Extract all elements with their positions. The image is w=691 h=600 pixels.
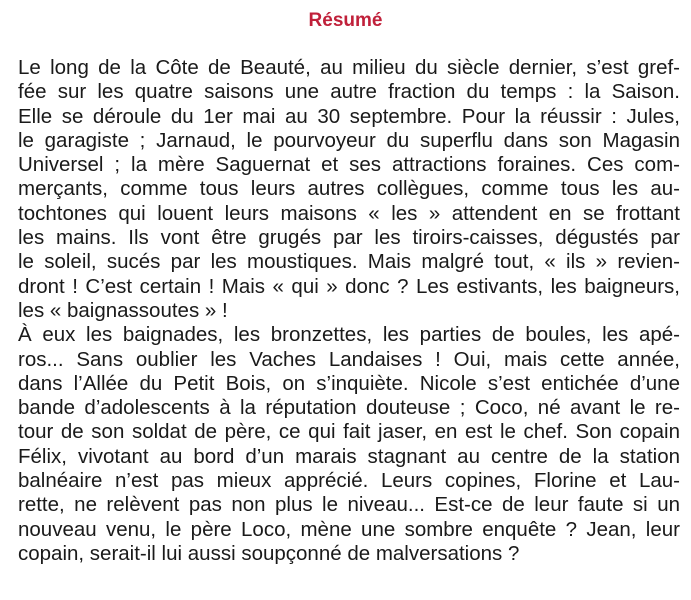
text-line: les mains. Ils vont être grugés par les tiroirs-caisses, dégustés par xyxy=(18,226,680,250)
text-line: ros... Sans oublier les Vaches Landaises ! Oui, mais cette année, xyxy=(18,347,680,371)
text-line: Félix, vivotant au bord d’un marais stagnant au centre de la station xyxy=(18,444,680,468)
text-line: Universel ; la mère Saguernat et ses attractions foraines. Ces com- xyxy=(18,153,680,177)
summary-title: Résumé xyxy=(308,10,383,31)
paragraph-1 xyxy=(18,56,680,323)
text-line: dans l’Allée du Petit Bois, on s’inquiète. Nicole s’est entichée d’une xyxy=(18,371,680,395)
text-line: dront ! C’est certain ! Mais « qui » donc ? Les estivants, les baigneurs, xyxy=(18,274,680,298)
text-line: bande d’adolescents à la réputation douteuse ; Coco, né avant le re- xyxy=(18,396,680,420)
paragraph-2 xyxy=(18,323,680,566)
text-line: Elle se déroule du 1er mai au 30 septembre. Pour la réussir : Jules, xyxy=(18,104,680,128)
text-line: le garagiste ; Jarnaud, le pourvoyeur du superflu dans son Magasin xyxy=(18,128,680,152)
text-line: le soleil, sucés par les moustiques. Mais malgré tout, « ils » revien- xyxy=(18,250,680,274)
text-line: nouveau venu, le père Loco, mène une sombre enquête ? Jean, leur xyxy=(18,517,680,541)
text-line: copain, serait-il lui aussi soupçonné de malversations ? xyxy=(18,541,520,565)
text-line: tour de son soldat de père, ce qui fait jaser, en est le chef. Son copain xyxy=(18,420,680,444)
text-line: balnéaire n’est pas mieux apprécié. Leurs copines, Florine et Lau- xyxy=(18,469,680,493)
summary-body xyxy=(18,56,680,566)
text-line: À eux les baignades, les bronzettes, les parties de boules, les apé- xyxy=(18,323,680,347)
text-line: rette, ne relèvent pas non plus le niveau... Est-ce de leur faute si un xyxy=(18,493,680,517)
text-line: Le long de la Côte de Beauté, au milieu du siècle dernier, s’est gref- xyxy=(18,56,680,79)
text-line: fée sur les quatre saisons une autre fraction du temps : la Saison. xyxy=(18,80,680,104)
text-line: les « baignassoutes » ! xyxy=(18,298,228,322)
text-line: tochtones qui louent leurs maisons « les » attendent en se frottant xyxy=(18,201,680,225)
text-line: merçants, comme tous leurs autres collègues, comme tous les au- xyxy=(18,177,680,201)
